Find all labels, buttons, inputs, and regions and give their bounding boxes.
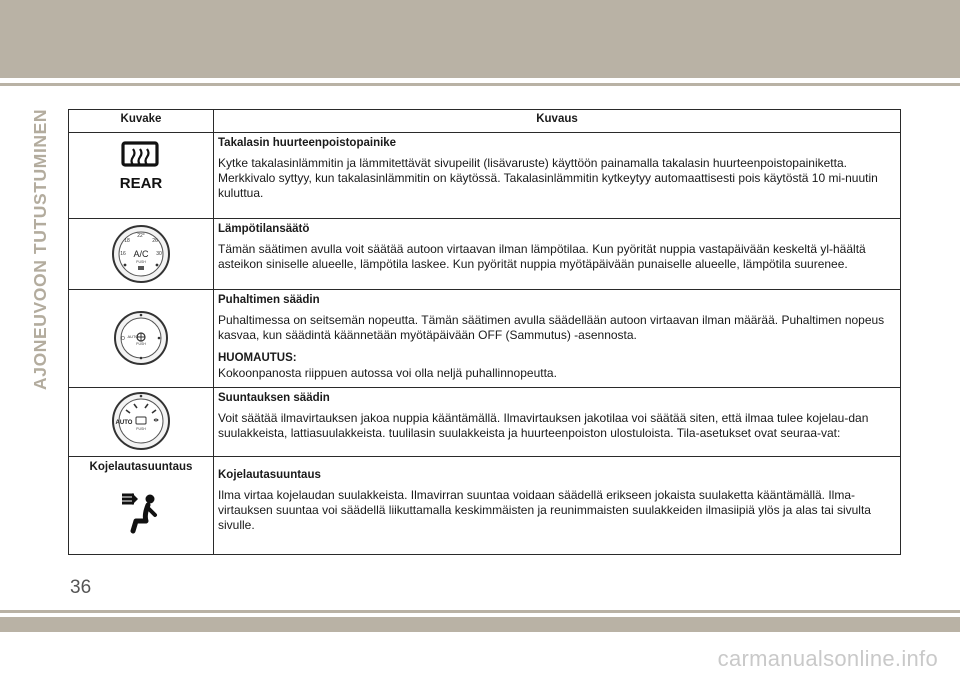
header-description-column: Kuvaus <box>214 110 901 133</box>
header-rule <box>0 83 960 86</box>
page-number: 36 <box>70 577 92 598</box>
mode-knob-icon <box>108 390 174 452</box>
svg-text:30: 30 <box>156 251 162 257</box>
row-body: Ilma virtaa kojelaudan suulakkeista. Ilmavirran suuntaa voidaan säädellä erikseen jokaista suulaketta kääntämällä. Ilma-virtauksen suuntaa voi säädellä liikuttamalla keskimmäisten ja reunimmaisten suulakkeiden ilmasiipiä ylös ja alas tai sivulta sivulle. <box>218 488 871 532</box>
rear-defrost-icon <box>111 139 171 195</box>
icon-cell <box>69 388 214 457</box>
icon-cell <box>69 457 214 555</box>
row-body: Kytke takalasinlämmitin ja lämmitettävät sivupeilit (lisävaruste) käyttöön painamalla takalasin huurteenpoistopainiketta. Merkkivalo syttyy, kun takalasinlämmitin on käytössä. Takalasinlämmitin kytkeytyy automaattisesti pois käytöstä 10 mi-nuutin kuluttua. <box>218 156 878 200</box>
blower-knob-icon <box>111 308 171 368</box>
row-body: Tämän säätimen avulla voit säätää autoon virtaavan ilman lämpötilaa. Kun pyörität nuppia vastapäivään keskeltä yl-häältä asteikon siniselle alueelle, lämpötila laskee. Kun pyörität nuppia myötäpäivään punaiselle alueelle, lämpötila suurenee. <box>218 242 866 271</box>
svg-text:22°: 22° <box>137 233 145 239</box>
description-cell <box>214 457 901 555</box>
svg-text:16: 16 <box>120 251 126 257</box>
svg-text:PUSH: PUSH <box>136 342 146 346</box>
footer-rule <box>0 610 960 613</box>
svg-text:18: 18 <box>124 238 130 244</box>
row-title: Suuntauksen säädin <box>218 392 330 404</box>
table-header-row <box>69 110 901 133</box>
svg-text:PUSH: PUSH <box>136 260 146 264</box>
svg-text:PUSH: PUSH <box>136 427 146 431</box>
row-body: Voit säätää ilmavirtauksen jakoa nuppia kääntämällä. Ilmavirtauksen jakotilaa voi säätää siten, että ilmaa tulee kojelau-dan suulakkeista, lattiasuulakkeista. tuulilasin suulakkeista ja huurteenpoiston ulostuloista. Tila-asetukset ovat seuraa-vat: <box>218 411 869 440</box>
footer-band <box>0 617 960 632</box>
row-title: Kojelautasuuntaus <box>218 469 321 481</box>
svg-text:REAR: REAR <box>119 175 163 192</box>
table-row <box>69 290 901 388</box>
svg-text:AUTO: AUTO <box>115 420 133 426</box>
table-row <box>69 133 901 219</box>
table-row <box>69 457 901 555</box>
description-cell <box>214 219 901 290</box>
svg-text:A/C: A/C <box>133 249 149 259</box>
row-title: Lämpötilansäätö <box>218 223 310 235</box>
note-title: HUOMAUTUS: <box>218 352 297 364</box>
svg-text:26: 26 <box>152 238 158 244</box>
table-row <box>69 388 901 457</box>
icon-label: Kojelautasuuntaus <box>89 461 193 473</box>
icon-cell <box>69 133 214 219</box>
temperature-knob-icon <box>108 223 174 285</box>
watermark: carmanualsonline.info <box>717 646 938 671</box>
row-title: Takalasin huurteenpoistopainike <box>218 137 397 149</box>
row-body: Puhaltimessa on seitsemän nopeutta. Tämän säätimen avulla säädellään autoon virtaavan ilman määrää. Puhaltimen nopeus kasvaa, kun säädintä käännetään myötäpäivään OFF (Sammutus) -asennosta. <box>218 313 885 342</box>
panel-mode-icon <box>116 487 166 537</box>
svg-text:O: O <box>121 336 125 342</box>
header-icon-column: Kuvake <box>69 110 214 133</box>
controls-table <box>68 109 901 555</box>
description-cell <box>214 388 901 457</box>
icon-cell <box>69 219 214 290</box>
icon-cell <box>69 290 214 388</box>
description-cell <box>214 290 901 388</box>
note-body: Kokoonpanosta riippuen autossa voi olla neljä puhallinnopeutta. <box>218 366 557 380</box>
description-cell <box>214 133 901 219</box>
row-title: Puhaltimen säädin <box>218 294 320 306</box>
header-band <box>0 0 960 78</box>
section-title: AJONEUVOON TUTUSTUMINEN <box>30 108 50 390</box>
svg-text:AUTO: AUTO <box>127 334 139 339</box>
table-row <box>69 219 901 290</box>
